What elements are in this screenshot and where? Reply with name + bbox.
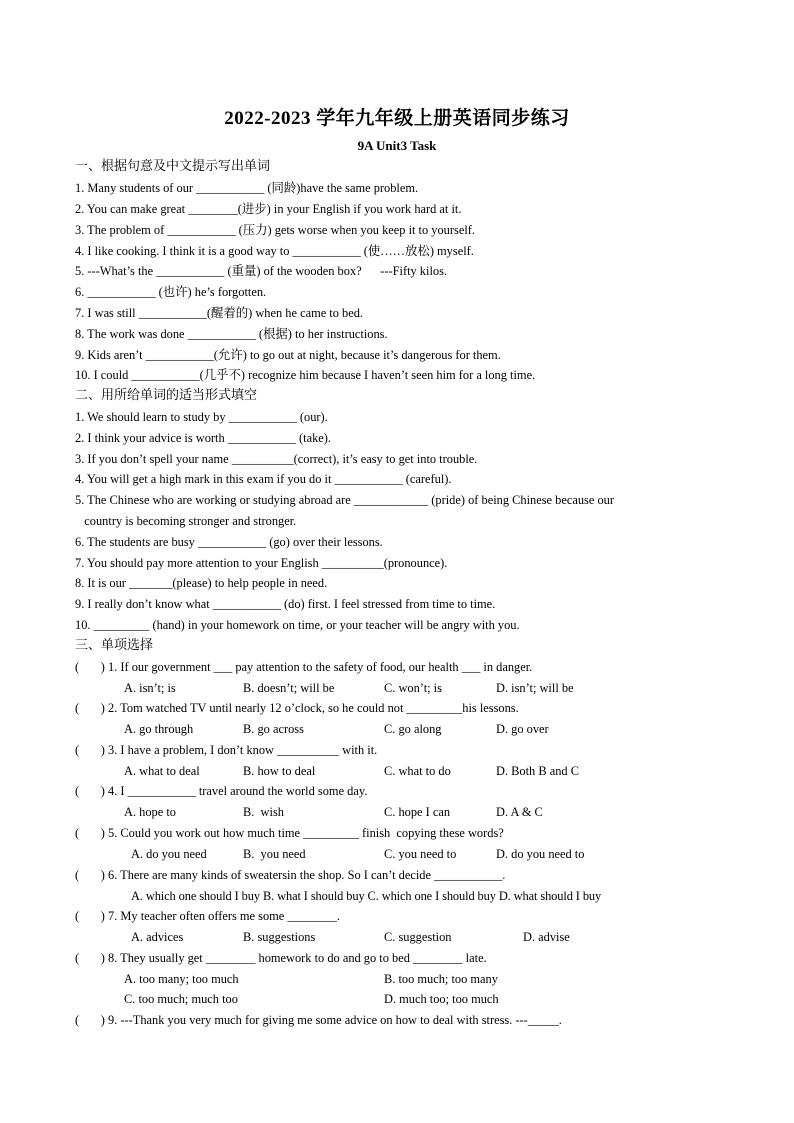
question-stem: 4. I ___________ travel around the world some day. xyxy=(108,784,368,798)
section1-item: 6. ___________ (也许) he’s forgotten. xyxy=(75,285,267,299)
answer-blank: ( ) xyxy=(75,826,105,840)
question-stem: 9. ---Thank you very much for giving me some advice on how to deal with stress. ---_____. xyxy=(108,1013,562,1027)
option: C. go along xyxy=(384,722,442,736)
section2-item: 7. You should pay more attention to your English __________(pronounce). xyxy=(75,556,448,570)
option: A. do you need xyxy=(131,847,207,861)
option: A. what to deal xyxy=(124,764,200,778)
question-stem: 8. They usually get ________ homework to do and go to bed ________ late. xyxy=(108,951,487,965)
option: A. which one should I buy B. what I should buy C. which one I should buy D. what should I buy xyxy=(131,889,602,903)
page-title: 2022-2023 学年九年级上册英语同步练习 xyxy=(224,108,570,129)
option: D. do you need to xyxy=(496,847,585,861)
answer-blank: ( ) xyxy=(75,1013,105,1027)
answer-blank: ( ) xyxy=(75,784,105,798)
section1-item: 2. You can make great ________(进步) in your English if you work hard at it. xyxy=(75,202,462,216)
section1-item: 3. The problem of ___________ (压力) gets worse when you keep it to yourself. xyxy=(75,223,475,237)
option: C. suggestion xyxy=(384,930,452,944)
section1-item: 10. I could ___________(几乎不) recognize him because I haven’t seen him for a long time. xyxy=(75,368,536,382)
question-stem: 3. I have a problem, I don’t know __________ with it. xyxy=(108,743,378,757)
option: C. what to do xyxy=(384,764,451,778)
option: B. go across xyxy=(243,722,304,736)
question-stem: 6. There are many kinds of sweatersin the shop. So I can’t decide ___________. xyxy=(108,868,506,882)
answer-blank: ( ) xyxy=(75,909,105,923)
section2-item: 4. You will get a high mark in this exam if you do it ___________ (careful). xyxy=(75,472,452,486)
question-stem: 5. Could you work out how much time _________ finish copying these words? xyxy=(108,826,504,840)
option: A. hope to xyxy=(124,805,176,819)
option: B. doesn’t; will be xyxy=(243,681,335,695)
question-stem: 1. If our government ___ pay attention to the safety of food, our health ___ in danger. xyxy=(108,660,533,674)
section2-item: 9. I really don’t know what ___________ (do) first. I feel stressed from time to time. xyxy=(75,597,496,611)
section1-item: 8. The work was done ___________ (根据) to her instructions. xyxy=(75,327,388,341)
section1-item: 4. I like cooking. I think it is a good way to ___________ (使……放松) myself. xyxy=(75,244,474,258)
section3-heading: 三、单项选择 xyxy=(75,638,154,653)
section1-heading: 一、根据句意及中文提示写出单词 xyxy=(75,159,271,174)
section2-item: 8. It is our _______(please) to help people in need. xyxy=(75,576,328,590)
section2-item: 5. The Chinese who are working or studying abroad are ____________ (pride) of being Chinese because our xyxy=(75,493,614,507)
option: C. you need to xyxy=(384,847,457,861)
section2-item: 2. I think your advice is worth ___________ (take). xyxy=(75,431,332,445)
section2-item: 6. The students are busy ___________ (go) over their lessons. xyxy=(75,535,383,549)
section2-item: 3. If you don’t spell your name __________(correct), it’s easy to get into trouble. xyxy=(75,452,478,466)
section1-item: 9. Kids aren’t ___________(允许) to go out at night, because it’s dangerous for them. xyxy=(75,348,501,362)
answer-blank: ( ) xyxy=(75,743,105,757)
option: A. advices xyxy=(131,930,184,944)
option: D. much too; too much xyxy=(384,992,499,1006)
question-stem: 7. My teacher often offers me some ________. xyxy=(108,909,341,923)
option: A. too many; too much xyxy=(124,972,239,986)
option: B. too much; too many xyxy=(384,972,498,986)
answer-blank: ( ) xyxy=(75,660,105,674)
option: C. too much; much too xyxy=(124,992,238,1006)
option: B. how to deal xyxy=(243,764,316,778)
option: D. A & C xyxy=(496,805,543,819)
section2-item: 1. We should learn to study by ___________ (our). xyxy=(75,410,328,424)
option: D. isn’t; will be xyxy=(496,681,574,695)
option: D. advise xyxy=(523,930,570,944)
section2-item-continued: country is becoming stronger and stronger. xyxy=(75,514,297,528)
option: C. hope I can xyxy=(384,805,451,819)
option: D. Both B and C xyxy=(496,764,579,778)
answer-blank: ( ) xyxy=(75,951,105,965)
page-subtitle: 9A Unit3 Task xyxy=(357,138,437,153)
option: A. go through xyxy=(124,722,194,736)
section2-heading: 二、用所给单词的适当形式填空 xyxy=(75,388,258,403)
option: C. won’t; is xyxy=(384,681,442,695)
answer-blank: ( ) xyxy=(75,701,105,715)
question-stem: 2. Tom watched TV until nearly 12 o’clock, so he could not _________his lessons. xyxy=(108,701,519,715)
answer-blank: ( ) xyxy=(75,868,105,882)
option: A. isn’t; is xyxy=(124,681,176,695)
option: B. suggestions xyxy=(243,930,316,944)
option: B. wish xyxy=(243,805,284,819)
section1-item: 7. I was still ___________(醒着的) when he came to bed. xyxy=(75,306,364,320)
option: B. you need xyxy=(243,847,306,861)
option: D. go over xyxy=(496,722,549,736)
section1-item: 5. ---What’s the ___________ (重量) of the wooden box? ---Fifty kilos. xyxy=(75,264,447,278)
section2-item: 10. _________ (hand) in your homework on time, or your teacher will be angry with you. xyxy=(75,618,520,632)
section1-item: 1. Many students of our ___________ (同龄)have the same problem. xyxy=(75,181,419,195)
